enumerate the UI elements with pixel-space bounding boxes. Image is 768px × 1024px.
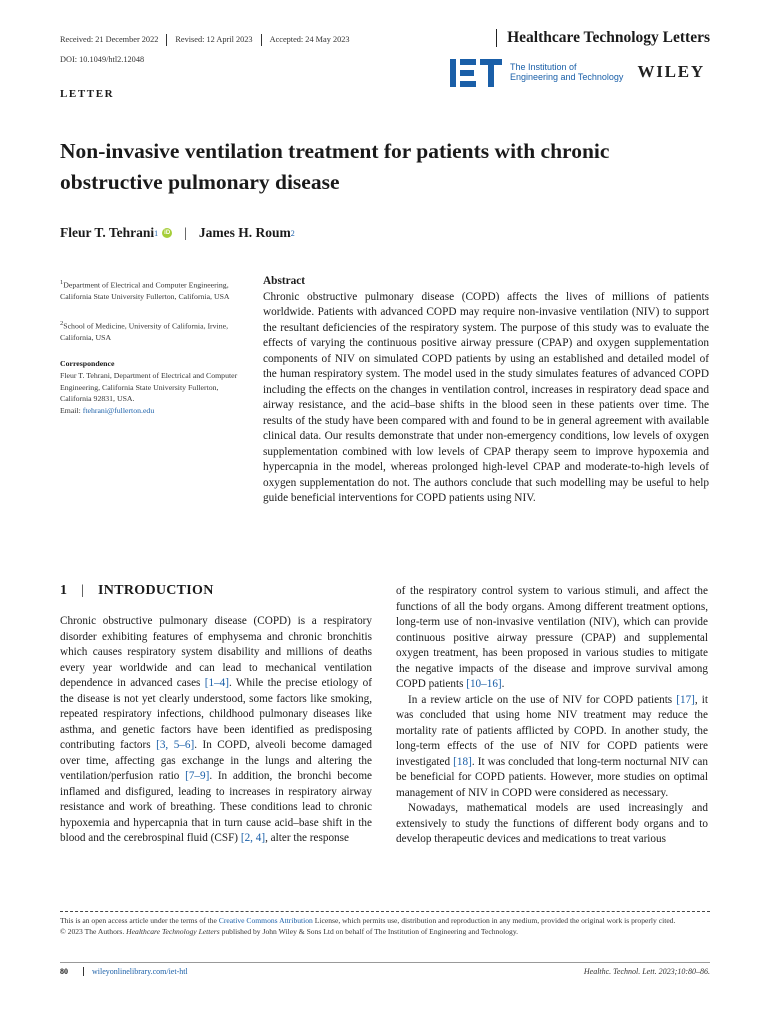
- author-separator: |: [184, 225, 187, 240]
- author-list: [60, 225, 295, 241]
- citation-line: Healthc. Technol. Lett. 2023;10:80–86.: [583, 967, 710, 976]
- author-name[interactable]: James H. Roum: [198, 225, 291, 240]
- license-line: [60, 915, 710, 926]
- affiliation-text: School of Medicine, University of California, Irvine, California, USA: [60, 321, 229, 343]
- text-run: Chronic obstructive pulmonary disease (COPD) is a respiratory disorder exhibiting features of emphysema and chronic bronchitis which causes respiratory system disability and millions of deaths every year worldwide and can lead to mechanical ventilation dependence in advanced cases: [60, 615, 372, 689]
- text-run: . In COPD, alveoli become damaged over time, affecting gas exchange in the lungs and altering the ventilation/perfusion ratio: [60, 739, 372, 782]
- paragraph: [396, 584, 708, 693]
- text-run: License, which permits use, distribution and reproduction in any medium, provided the original work is properly cited.: [312, 916, 676, 925]
- iet-line-2: Engineering and Technology: [510, 72, 624, 82]
- journal-url-link[interactable]: wileyonlinelibrary.com/iet-htl: [83, 967, 188, 976]
- section-separator: |: [81, 583, 85, 598]
- correspondence-text: Fleur T. Tehrani, Department of Electrical and Computer Engineering, California State University Fullerton, California 92831, USA.: [60, 370, 238, 404]
- email-link[interactable]: ftehrani@fullerton.edu: [82, 406, 155, 416]
- affiliation-sup: 2: [60, 320, 64, 327]
- section-heading: [60, 583, 214, 599]
- accepted-date: Accepted: 24 May 2023: [261, 34, 358, 46]
- correspondence-email-line: [60, 405, 242, 417]
- citation-link[interactable]: [1–4]: [204, 677, 229, 689]
- copyright-line: [60, 926, 710, 937]
- revised-date: Revised: 12 April 2023: [166, 34, 260, 46]
- wiley-logo: WILEY: [637, 62, 706, 81]
- text-run: published by John Wiley & Sons Ltd on behalf of The Institution of Engineering and Technology.: [219, 927, 519, 937]
- text-run: , it was concluded that using home NIV treatment may reduce the mortality rate of patients afflicted by COPD. In another study, the long-term effects of the use of NIV for COPD patients were investigated: [396, 693, 708, 768]
- citation-link[interactable]: [2, 4]: [240, 832, 266, 844]
- citation-link[interactable]: [18]: [453, 755, 472, 768]
- author-name[interactable]: Fleur T. Tehrani: [60, 225, 155, 240]
- footer-divider: [60, 962, 710, 963]
- text-run: .: [501, 678, 505, 690]
- citation-link[interactable]: [17]: [676, 693, 695, 706]
- journal-italic: Healthcare Technology Letters: [126, 927, 220, 937]
- text-run: © 2023 The Authors.: [60, 927, 127, 937]
- article-type: LETTER: [60, 88, 115, 100]
- citation-link[interactable]: [3, 5–6]: [156, 739, 195, 751]
- publisher-logos: [450, 57, 705, 87]
- body-column-right: [396, 584, 708, 848]
- license-link[interactable]: Creative Commons Attribution: [218, 916, 313, 925]
- iet-line-1: The Institution of: [510, 62, 577, 72]
- text-run: This is an open access article under the terms of the: [60, 916, 219, 925]
- section-title: INTRODUCTION: [98, 583, 214, 598]
- license-footnote: [60, 915, 710, 938]
- text-run: , alter the response: [265, 832, 349, 844]
- abstract: [263, 274, 709, 507]
- email-label: Email:: [60, 406, 81, 416]
- body-column-left: [60, 614, 372, 847]
- received-date: Received: 21 December 2022: [60, 35, 159, 44]
- footnote-divider: [60, 911, 710, 912]
- page-number: 80: [60, 967, 68, 976]
- author-sup[interactable]: 1: [154, 228, 159, 238]
- text-run: . While the precise etiology of the disease is not yet clearly understood, some factors like smoking, repeated respiratory infections, childhood pulmonary diseases like asthma, and genetic factors have been identified as predisposing contributing factors: [60, 677, 372, 751]
- text-run: . In addition, the bronchi become inflamed and disfigured, leading to increases in respiratory airway resistance and work of breathing. These conditions lead to chronic hypoxemia and hypercapnia that in turn cause acid–base shift in the blood and the cerebrospinal fluid (CSF): [60, 770, 372, 844]
- affiliation-2: [60, 318, 242, 344]
- text-run: . It was concluded that long-term nocturnal NIV can be beneficial for COPD patients. However, more studies on optimal management of NIV in COPD were considered as necessary.: [396, 755, 708, 799]
- citation-link[interactable]: [7–9]: [185, 770, 210, 782]
- paragraph: [60, 614, 372, 847]
- paragraph: [396, 693, 708, 802]
- author-sup[interactable]: 2: [290, 228, 295, 238]
- article-title: Non-invasive ventilation treatment for patients with chronic obstructive pulmonary disease: [60, 139, 610, 194]
- correspondence: [60, 358, 242, 417]
- doi[interactable]: DOI: 10.1049/htl2.12048: [60, 55, 145, 64]
- affiliation-1: [60, 277, 242, 303]
- paragraph: Nowadays, mathematical models are used increasingly and extensively to study the functions of different body organs and to develop therapeutic devices and medications to treat various: [396, 802, 708, 845]
- section-number: 1: [60, 583, 68, 598]
- abstract-text: Chronic obstructive pulmonary disease (COPD) affects the lives of millions of patients worldwide. Patients with advanced COPD may require non-invasive ventilation (NIV) to support the resultant deficiencies of the respiratory system. The purpose of this study was to evaluate the effects of varying the continuous positive airway pressure (CPAP) and oxygen supplementation components of NIV on simulated COPD patients by using an established and detailed model of the human respiratory system. The model used in the study simulates features of advanced COPD including the effects on the changes in ventilation control, increases in respiratory dead space and airway resistance, and the acid–base shifts in the blood seen in these patients over time. The results of the study have been compared with and found to be in general agreement with available clinical data. Our results demonstrate that under non-emergency conditions, low levels of oxygen supplementation combined with low levels of CPAP therapy seem to improve hypoxemia and hypercapnia in the model, whereas prolonged high-level CPAP and moderate-to-high levels of oxygen supplementation do not. The authors conclude that such modelling may be useful to help guide beneficial interventions for COPD patients using NIV.: [263, 290, 709, 504]
- affiliation-text: Department of Electrical and Computer Engineering, California State University Fullerton, California, USA: [60, 280, 230, 302]
- journal-name[interactable]: Healthcare Technology Letters: [496, 29, 710, 47]
- iet-logo-icon: [450, 57, 502, 87]
- orcid-icon[interactable]: iD: [164, 230, 171, 236]
- correspondence-heading: Correspondence: [60, 359, 115, 368]
- article-dates: [60, 34, 358, 46]
- iet-name: [510, 62, 623, 82]
- citation-link[interactable]: [10–16]: [466, 678, 502, 690]
- affiliation-sup: 1: [60, 279, 64, 286]
- text-run: of the respiratory control system to various stimuli, and affect the functions of all the body organs. Among different treatment options, long-term use of non-invasive ventilation (NIV), which can provide continuous positive airway pressure (CPAP) and supplemental oxygen treatment, has been proposed in various studies to mitigate the negative impacts of the disease and improve survival among COPD patients: [396, 585, 708, 690]
- abstract-heading: Abstract: [263, 275, 306, 287]
- text-run: In a review article on the use of NIV for COPD patients: [408, 693, 677, 706]
